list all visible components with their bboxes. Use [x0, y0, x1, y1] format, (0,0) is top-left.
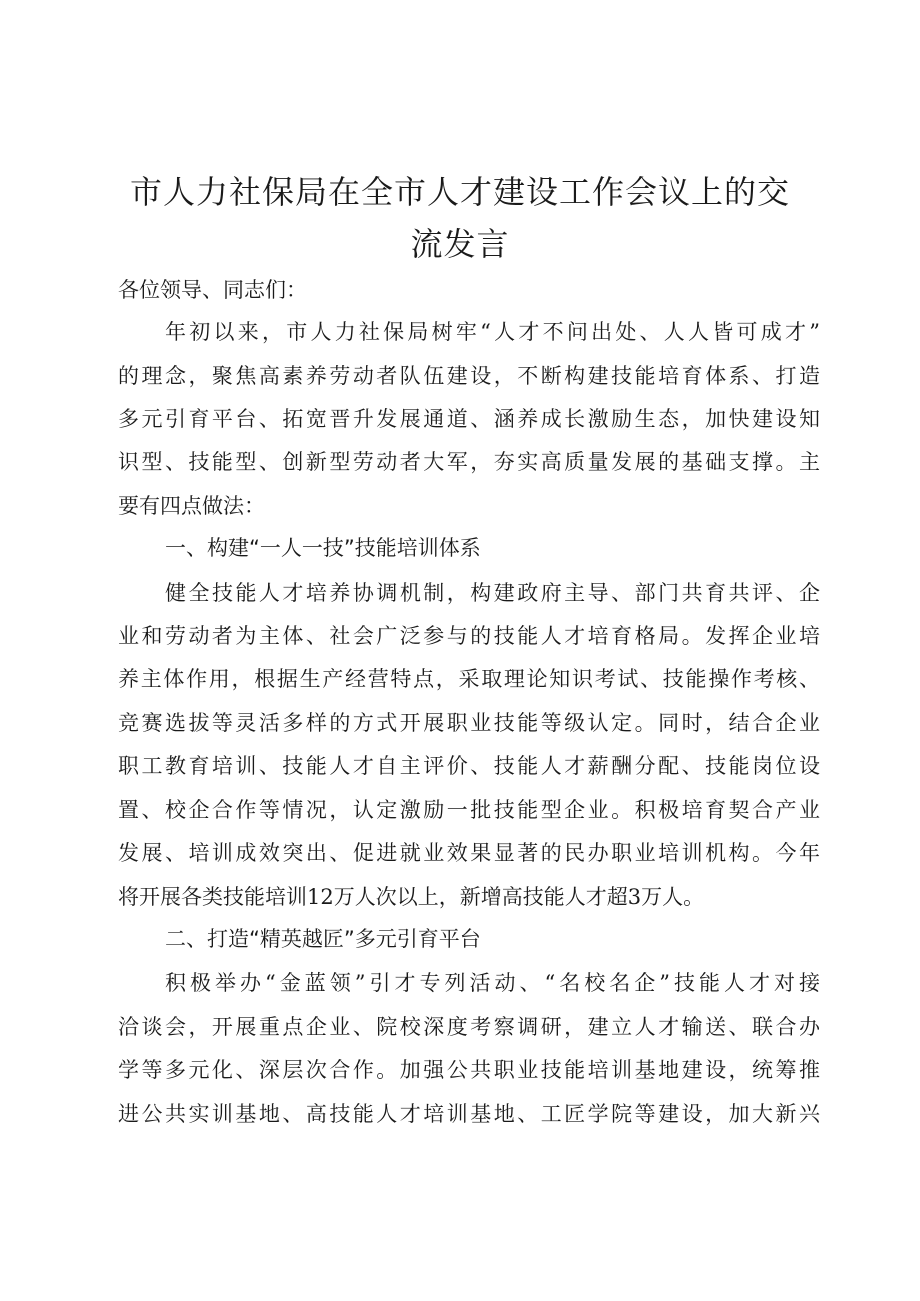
document-title-line-1: 市人力社保局在全市人才建设工作会议上的交 [129, 173, 790, 211]
section-1-line: 将开展各类技能培训12万人次以上，新增高技能人才超3万人。 [118, 885, 705, 909]
intro-line: 识型、技能型、创新型劳动者大军，夯实高质量发展的基础支撑。主 [118, 450, 820, 474]
document-title-line-2: 流发言 [410, 225, 510, 263]
section-1-line: 职工教育培训、技能人才自主评价、技能人才薪酬分配、技能岗位设 [118, 754, 820, 778]
intro-line: 年初以来，市人力社保局树牢“人才不问出处、人人皆可成才” [165, 320, 820, 344]
section-2-line: 进公共实训基地、高技能人才培训基地、工匠学院等建设，加大新兴 [118, 1102, 820, 1126]
section-2-line: 学等多元化、深层次合作。加强公共职业技能培训基地建设，统筹推 [118, 1058, 820, 1082]
section-1-line: 养主体作用，根据生产经营特点，采取理论知识考试、技能操作考核、 [118, 667, 820, 691]
intro-line: 要有四点做法： [118, 494, 265, 518]
section-2-line: 积极举办“金蓝领”引才专列活动、“名校名企”技能人才对接 [165, 971, 820, 995]
section-2-line: 洽谈会，开展重点企业、院校深度考察调研，建立人才输送、联合办 [118, 1015, 820, 1039]
section-1-line: 业和劳动者为主体、社会广泛参与的技能人才培育格局。发挥企业培 [118, 624, 820, 648]
section-1-line: 置、校企合作等情况，认定激励一批技能型企业。积极培育契合产业 [118, 798, 820, 822]
section-2-heading: 二、打造“精英越匠”多元引育平台 [165, 927, 481, 951]
section-1-line: 竞赛选拔等灵活多样的方式开展职业技能等级认定。同时，结合企业 [118, 711, 820, 735]
intro-line: 多元引育平台、拓宽晋升发展通道、涵养成长激励生态，加快建设知 [118, 407, 820, 431]
intro-line: 的理念，聚焦高素养劳动者队伍建设，不断构建技能培育体系、打造 [118, 364, 820, 388]
section-1-line: 发展、培训成效突出、促进就业效果显著的民办职业培训机构。今年 [118, 841, 820, 865]
section-1-line: 健全技能人才培养协调机制，构建政府主导、部门共育共评、企 [165, 581, 820, 605]
salutation: 各位领导、同志们： [118, 278, 307, 302]
section-1-heading: 一、构建“一人一技”技能培训体系 [165, 536, 481, 560]
